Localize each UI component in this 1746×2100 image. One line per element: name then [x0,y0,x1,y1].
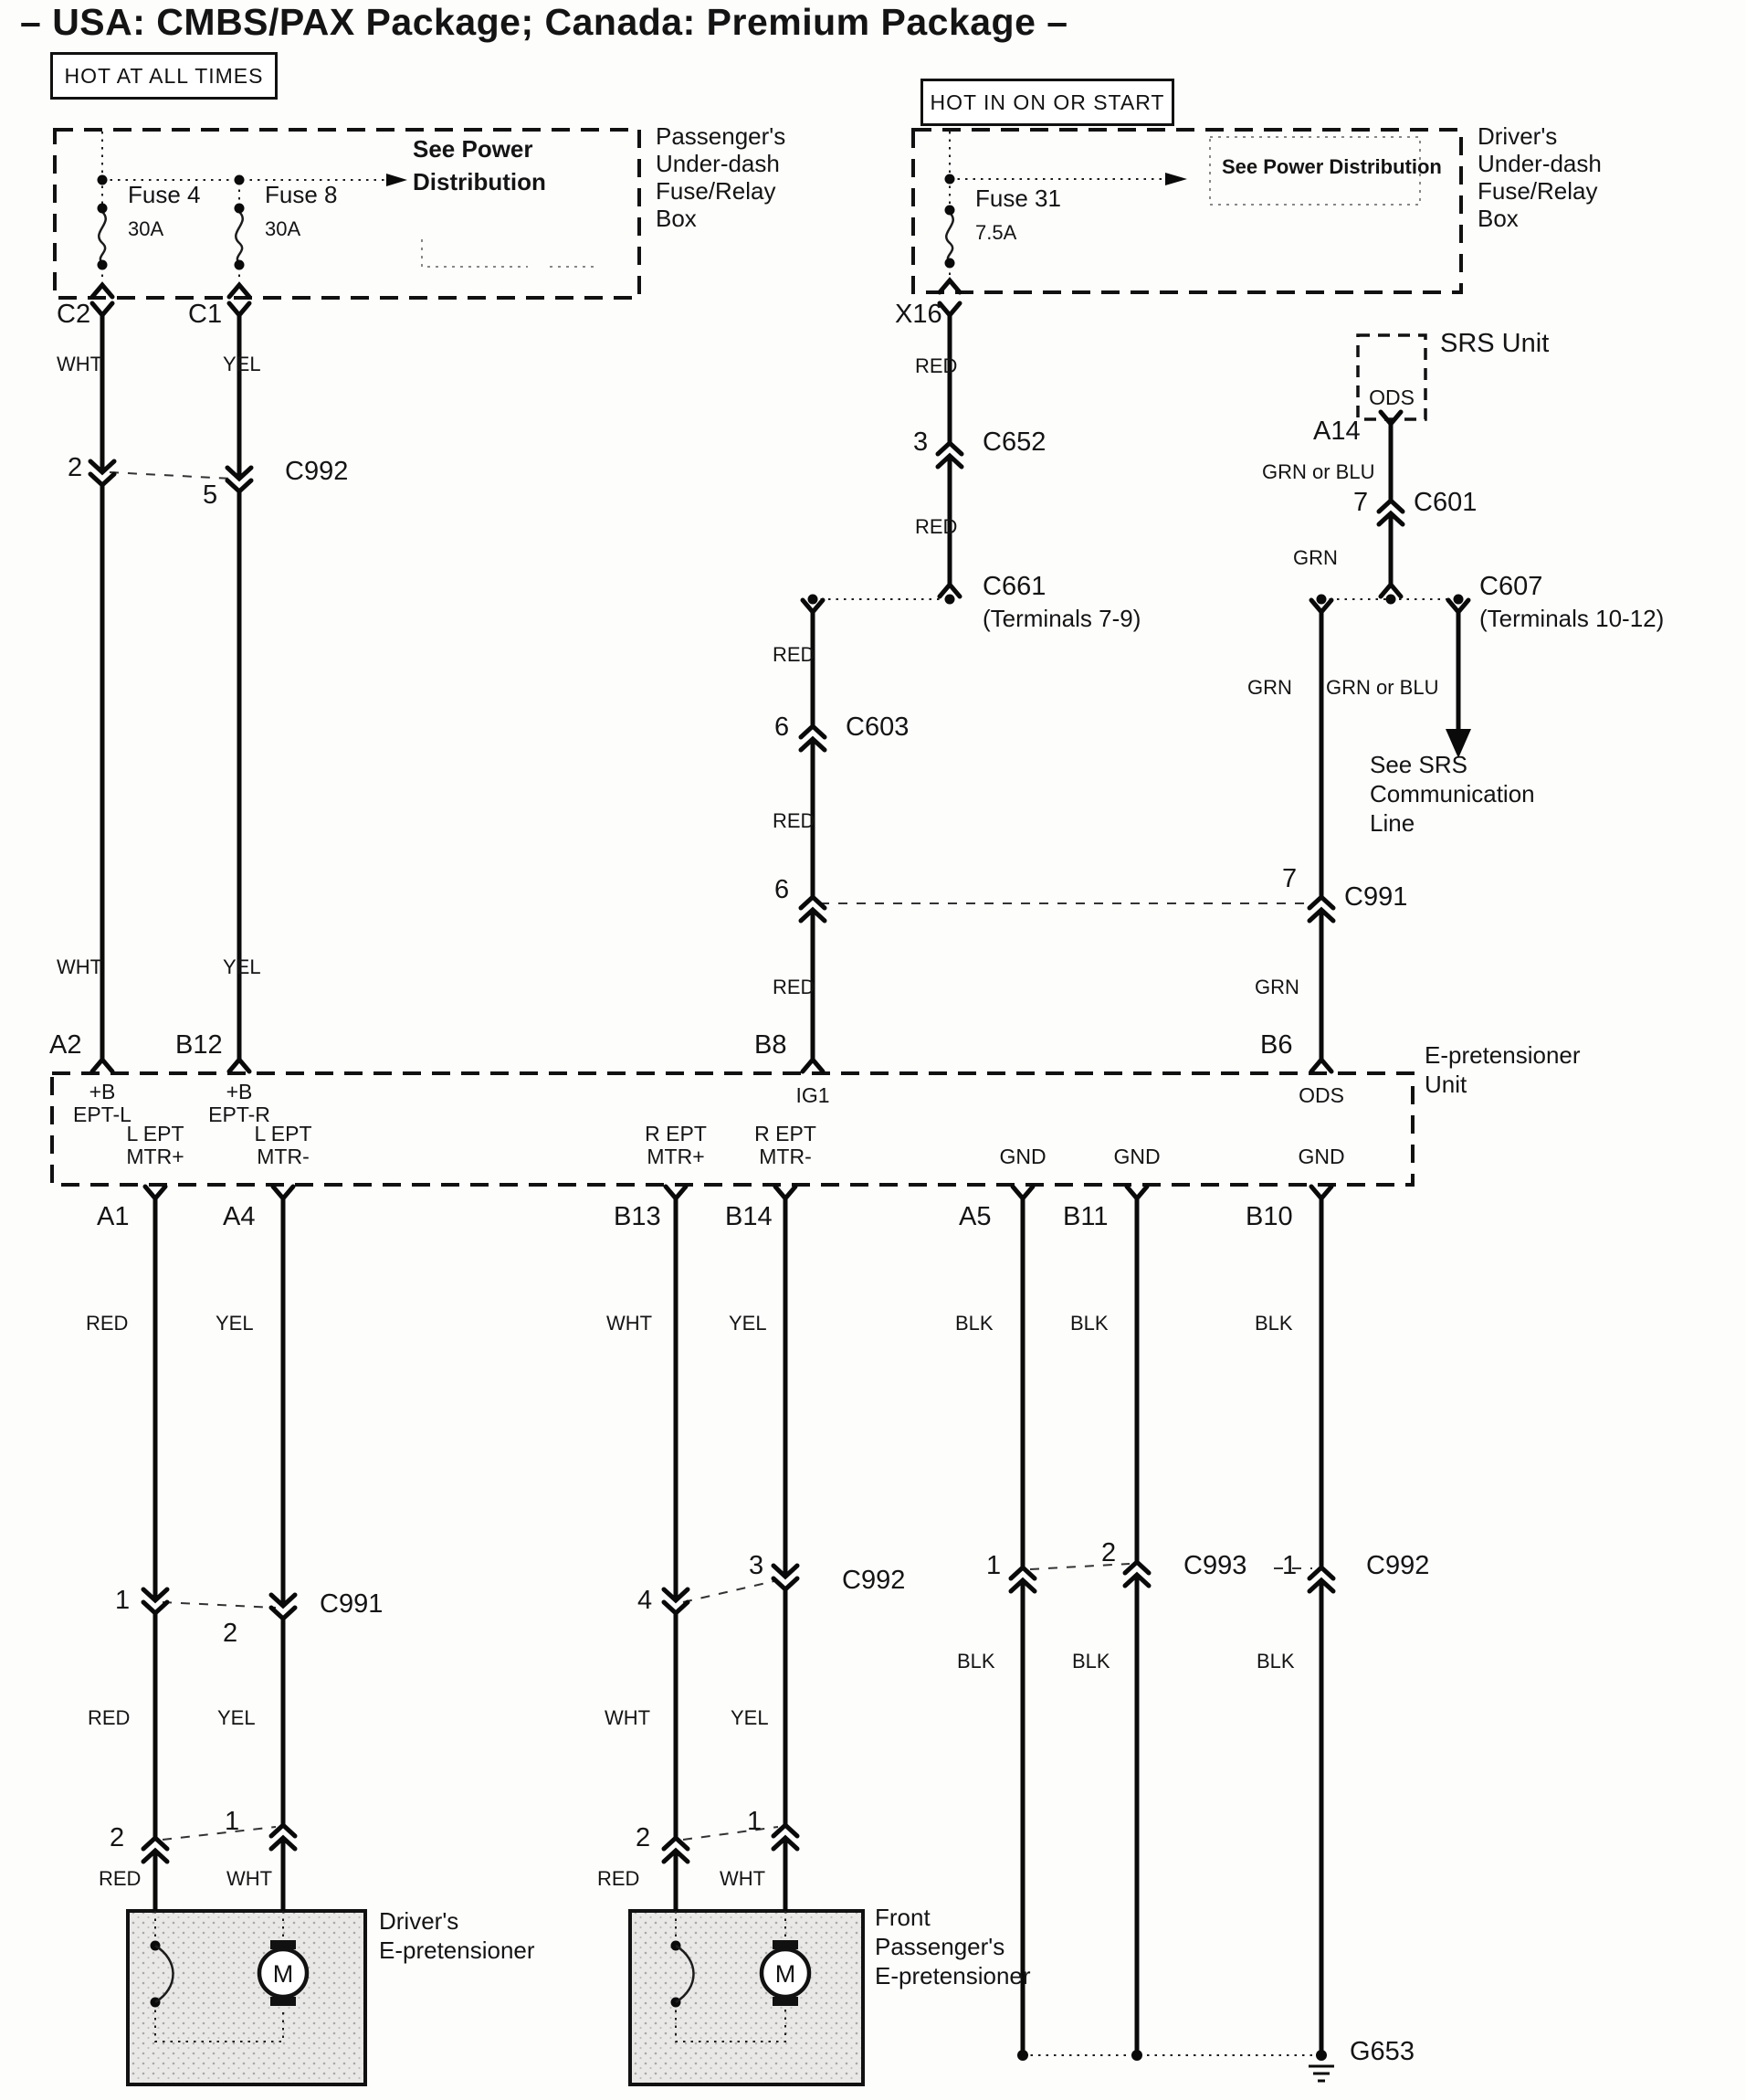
b14-wire2-color: YEL [731,1706,769,1729]
a5-wire2-color: BLK [957,1650,995,1673]
pin-c2: C2 [57,300,91,329]
conn-c993-name: C993 [1183,1551,1247,1580]
hot-in-on-or-start-text: HOT IN ON OR START [930,90,1165,114]
conn-c991b-name: C991 [320,1589,384,1619]
unit-b14-label-1: R EPT [754,1122,816,1145]
pin-b8: B8 [754,1030,787,1060]
hot-at-all-times-text: HOT AT ALL TIMES [64,63,264,88]
a4-wire1-color: YEL [216,1312,254,1335]
unit-gnd-label-3: GND [1298,1145,1345,1168]
srs-comm-note-2: Communication [1370,780,1535,807]
b14-conn2-pin: 1 [747,1807,763,1836]
wire-color-yel-1: YEL [223,353,261,375]
passenger-fusebox-name-1: Passenger's [656,122,786,150]
b11-wire1-color: BLK [1070,1312,1109,1335]
driver-fusebox-name-3: Fuse/Relay [1478,177,1598,205]
passenger-fusebox-name-3: Fuse/Relay [656,177,776,205]
conn-c992b-name: C992 [842,1566,906,1595]
hot-at-all-times-tag [50,52,278,100]
b10-wire1-color: BLK [1255,1312,1293,1335]
pin-b13: B13 [614,1202,661,1231]
pin-a5: A5 [959,1202,992,1231]
driver-pretensioner-box [128,1911,365,2084]
a4-conn2-pin: 1 [225,1807,240,1836]
srs-unit-label: SRS Unit [1440,329,1550,358]
pin-x16: X16 [895,300,942,329]
srs-comm-note-3: Line [1370,809,1415,837]
pin-b11: B11 [1063,1202,1109,1231]
passenger-motor-letter: M [774,1960,796,1988]
pin-b14: B14 [725,1202,773,1231]
pin-a14: A14 [1313,417,1361,446]
conn-c991-name: C991 [1344,882,1408,912]
unit-a4-label-1: L EPT [254,1122,312,1145]
b14-conn1-pin: 3 [749,1551,764,1580]
passenger-pretensioner-label-1: Front [875,1904,931,1931]
driver-fusebox-name-4: Box [1478,205,1519,232]
conn-c992c-name: C992 [1366,1551,1430,1580]
see-power-left-line1: See Power [413,135,533,163]
conn-c601-pin7: 7 [1353,488,1369,517]
unit-gnd-label-2: GND [1113,1145,1161,1168]
unit-gnd-label-1: GND [999,1145,1047,1168]
passenger-pretensioner-label-3: E-pretensioner [875,1962,1031,1989]
b13-wire1-color: WHT [606,1312,653,1335]
unit-b6-label: ODS [1299,1083,1344,1107]
a5-wire1-color: BLK [955,1312,994,1335]
wire-color-red-3: RED [773,643,815,666]
ground-icon [1309,2066,1334,2081]
driver-pretensioner-label-1: Driver's [379,1907,459,1935]
wire-color-yel-2: YEL [223,955,261,978]
junction-c607-name: C607 [1479,572,1543,601]
unit-a2-label-1: +B [89,1080,116,1103]
b13-wire3-color: RED [597,1867,640,1890]
fuse-symbols [99,212,953,263]
fuse31-label: Fuse 31 [975,185,1061,212]
unit-a4-label-2: MTR- [257,1145,310,1168]
dotted-lines [102,132,1458,2055]
b14-wire3-color: WHT [720,1867,766,1890]
fuse4-label: Fuse 4 [128,181,201,208]
passenger-pretensioner-label-2: Passenger's [875,1933,1005,1960]
wire-color-grn-2: GRN [1247,676,1292,699]
fuse8-amp-label: 30A [265,217,301,240]
pin-c1: C1 [188,300,223,329]
a1-conn2-pin: 2 [110,1823,125,1852]
fuse31-amp-label: 7.5A [975,221,1017,244]
wire-color-wht-1: WHT [57,353,103,375]
wire-color-red-5: RED [773,976,815,998]
junction-c661-name: C661 [983,572,1047,601]
b10-wire2-color: BLK [1257,1650,1295,1673]
b11-wire2-color: BLK [1072,1650,1110,1673]
passenger-fusebox-outline [55,130,639,298]
passenger-fusebox-name-2: Under-dash [656,150,780,177]
pin-b12: B12 [175,1030,223,1060]
unit-label-line2: Unit [1425,1071,1467,1098]
b13-conn2-pin: 2 [636,1823,651,1852]
wire-color-red-2: RED [915,515,958,538]
driver-pretensioner-label-2: E-pretensioner [379,1936,535,1964]
unit-label-line1: E-pretensioner [1425,1041,1581,1069]
a4-wire3-color: WHT [226,1867,273,1890]
conn-c992-pin2: 2 [68,453,83,482]
see-power-right: See Power Distribution [1222,155,1442,178]
power-dist-ref-fragment [422,239,595,267]
driver-fusebox-name-2: Under-dash [1478,150,1602,177]
conn-c991-pin6: 6 [774,875,790,904]
fuse4-amp-label: 30A [128,217,164,240]
conn-c603-pin6: 6 [774,712,790,742]
conn-c652-pin3: 3 [913,427,929,457]
a5-conn1-pin: 1 [986,1551,1002,1580]
conn-c603-name: C603 [846,712,910,742]
pin-b10: B10 [1246,1202,1293,1231]
b13-conn1-pin: 4 [637,1586,653,1615]
unit-b13-label-1: R EPT [645,1122,707,1145]
fuse8-label: Fuse 8 [265,181,338,208]
see-power-arrow-left [386,174,407,186]
wire-color-red-1: RED [915,354,958,377]
unit-a2-label-2: EPT-L [73,1103,131,1126]
conn-c991-pin7: 7 [1282,864,1298,893]
driver-motor-letter: M [272,1960,294,1988]
ground-g653-label: G653 [1350,2037,1415,2066]
pin-a4: A4 [223,1202,256,1231]
a1-conn1-pin: 1 [115,1586,131,1615]
a4-conn1-pin: 2 [223,1619,238,1648]
wire-color-grn-blu-1: GRN or BLU [1262,460,1375,483]
passenger-pretensioner-box [630,1911,863,2084]
hot-in-on-or-start-tag [920,79,1174,126]
unit-b13-label-2: MTR+ [647,1145,705,1168]
b10-conn1-pin: 1 [1282,1551,1298,1580]
unit-b14-label-2: MTR- [759,1145,812,1168]
see-power-left-line2: Distribution [413,168,546,195]
passenger-fusebox-name-4: Box [656,205,697,232]
a1-wire1-color: RED [86,1312,129,1335]
junction-c607-note: (Terminals 10-12) [1479,605,1665,632]
wire-color-grn-3: GRN [1255,976,1299,998]
srs-ods-label: ODS [1369,385,1415,409]
a1-wire3-color: RED [99,1867,142,1890]
pin-b6: B6 [1260,1030,1293,1060]
wire-color-red-4: RED [773,809,815,832]
driver-fusebox-name-1: Driver's [1478,122,1558,150]
wire-color-grn-1: GRN [1293,546,1338,569]
b11-conn1-pin: 2 [1101,1538,1117,1567]
junction-c661-note: (Terminals 7-9) [983,605,1141,632]
conn-c601-name: C601 [1414,488,1478,517]
pin-a2: A2 [49,1030,82,1060]
see-power-arrow-right [1165,173,1187,185]
wire-color-wht-2: WHT [57,955,103,978]
b13-wire2-color: WHT [605,1706,651,1729]
b14-wire1-color: YEL [729,1312,767,1335]
unit-a1-label-2: MTR+ [126,1145,184,1168]
wire-color-grn-blu-2: GRN or BLU [1326,676,1439,699]
unit-a1-label-1: L EPT [126,1122,184,1145]
srs-comm-note-1: See SRS [1370,751,1467,778]
a4-wire2-color: YEL [217,1706,256,1729]
conn-c992-name: C992 [285,457,349,486]
conn-c992-pin5: 5 [203,480,218,510]
page-title: – USA: CMBS/PAX Package; Canada: Premium Package – [20,1,1068,43]
conn-c652-name: C652 [983,427,1047,457]
unit-b8-label: IG1 [795,1083,830,1107]
pin-a1: A1 [97,1202,130,1231]
component-boxes [52,130,1461,1185]
a1-wire2-color: RED [88,1706,131,1729]
unit-b12-label-1: +B [226,1080,253,1103]
unit-b12-label-2: EPT-R [208,1103,270,1126]
